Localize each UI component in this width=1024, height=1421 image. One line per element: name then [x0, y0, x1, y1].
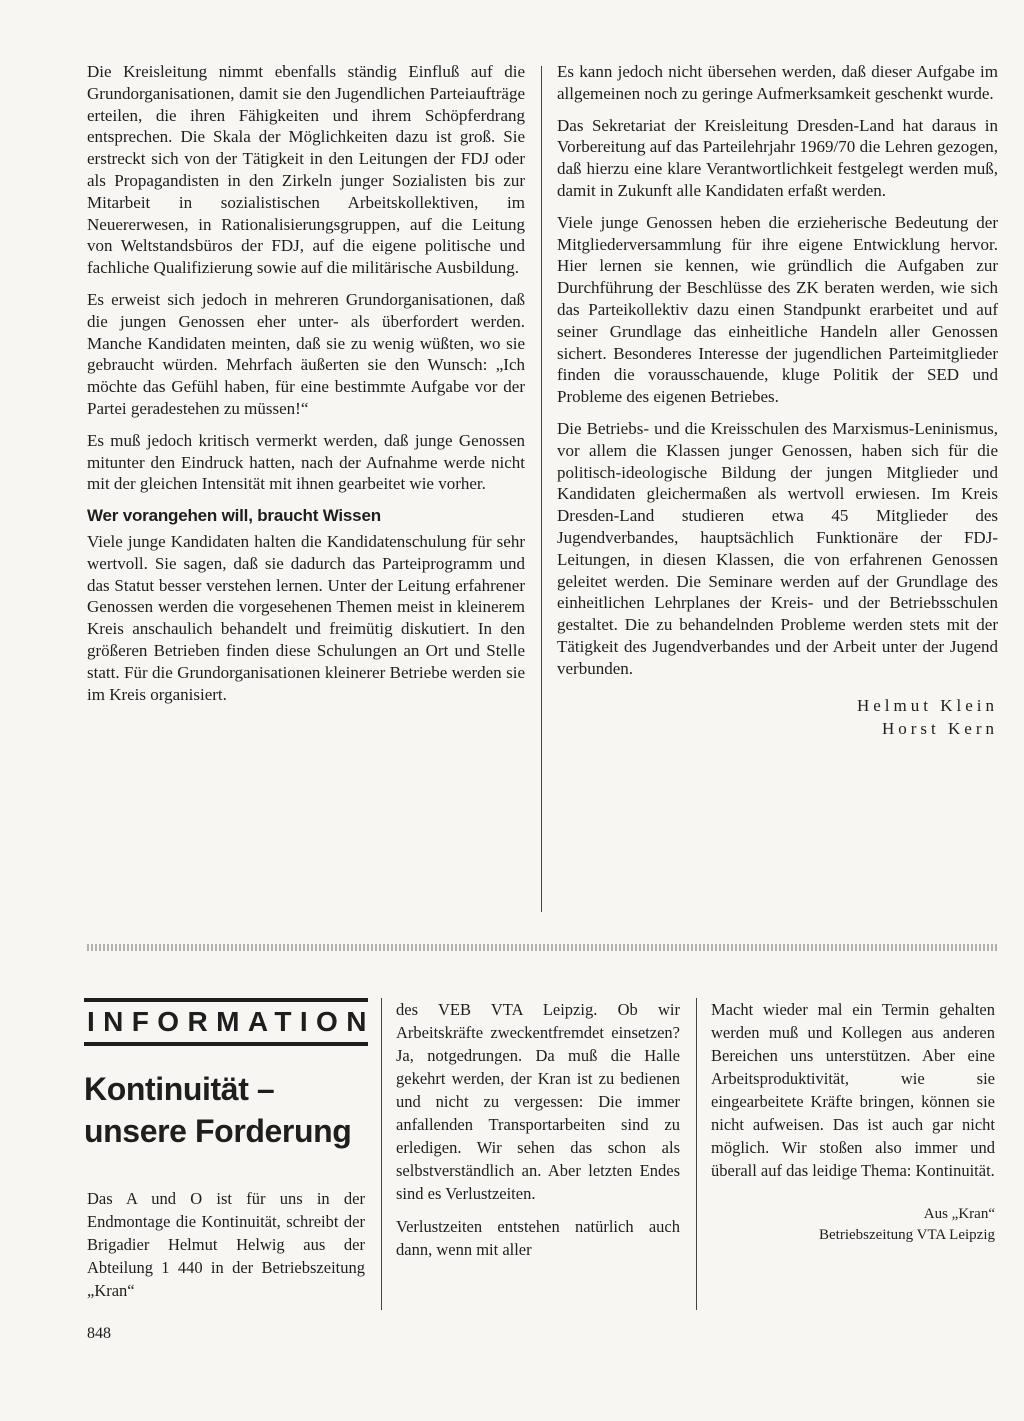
info-column-1: [87, 1187, 365, 1302]
info-column-2: [396, 998, 680, 1261]
headline-line: Kontinuität –: [84, 1071, 275, 1107]
paragraph: Das A und O ist für uns in der Endmontage die Kontinuität, schreibt der Brigadier Helmut Helwig aus der Abteilung 1 440 in der Betriebszeitung „Kran“: [87, 1189, 365, 1300]
headline-line: unsere Forderung: [84, 1113, 352, 1149]
source-line: Aus „Kran“: [923, 1206, 995, 1222]
paragraph: Die Betriebs- und die Kreisschulen des Marxismus-Leninismus, vor allem die Klassen junger Genossen, haben sich für die politisch-ideologische Bildung der jungen Mitglieder und Kandidaten gleichermaßen als wertvoll erwiesen. Im Kreis Dresden-Land studieren etwa 45 Mitglieder des Jugendverbandes, hauptsächlich Funktionäre der FDJ-Leitungen, in diesen Klassen, die von erfahrenen Genossen geleitet werden. Die Seminare werden auf der Grundlage des einheitlichen Lehrplanes der Kreis- und der Betriebsschulen gestaltet. Die zu behandelnden Probleme werden stets mit der Tätigkeit des Jugendverbandes und der Arbeit unter der Jugend verbunden.: [557, 418, 998, 678]
paragraph: Die Kreisleitung nimmt ebenfalls ständig Einfluß auf die Grundorganisationen, damit sie den Jugendlichen Parteiaufträge erteilen, die ihren Fähigkeiten und ihrem Schöpferdrang entsprechen. Die Skala der Möglichkeiten dazu ist groß. Sie erstreckt sich von der Tätigkeit in den Leitungen der FDJ oder als Propagandisten in den Zirkeln junger Sozialisten bis zur Mitarbeit in sozialistischen Arbeitskollektiven, im Neuererwesen, in Rationalisierungsgruppen, auf die Leitung von Weltstandsbüros der FDJ, auf die eigene politische und fachliche Qualifizierung sowie auf die militärische Ausbildung.: [87, 62, 525, 278]
paragraph: Macht wieder mal ein Termin gehalten werden muß und Kollegen aus anderen Bereichen uns unterstützen. Aber eine Arbeitsproduktivität, wie sie eingearbeitete Kräfte bringen, können sie nicht aufweisen. Das ist auch gar nicht möglich. Wir stoßen also immer und überall auf das leidige Thema: Kontinuität.: [711, 1000, 995, 1180]
paragraph: Das Sekretariat der Kreisleitung Dresden-Land hat daraus in Vorbereitung auf das Parteilehrjahr 1969/70 die Lehren gezogen, daß hierzu eine klare Verantwortlichkeit festgelegt werden muß, damit in Zukunft alle Kandidaten erfaßt werden.: [557, 115, 998, 200]
column-divider: [696, 998, 697, 1310]
paragraph: Es kann jedoch nicht übersehen werden, daß dieser Aufgabe im allgemeinen noch zu geringe Aufmerksamkeit geschenkt wurde.: [557, 62, 998, 103]
page-number: 848: [87, 1325, 111, 1342]
source-credit: [711, 1204, 995, 1246]
paragraph: Verlustzeiten entstehen natürlich auch dann, wenn mit aller: [396, 1217, 680, 1259]
section-subheading: Wer vorangehen will, braucht Wissen: [87, 506, 381, 526]
information-header: [84, 998, 375, 1152]
paragraph: Es erweist sich jedoch in mehreren Grundorganisationen, daß die jungen Genossen eher unter- als überfordert werden. Manche Kandidaten meinten, daß sie zu wenig wüßten, wo sie gebraucht würden. Mehrfach äußerten sie den Wunsch: „Ich möchte das Gefühl haben, für eine bestimmte Aufgabe vor der Partei geradestehen zu müssen!“: [87, 289, 525, 418]
paragraph: Es muß jedoch kritisch vermerkt werden, daß junge Genossen mitunter den Eindruck hatten, nach der Aufnahme werde nicht mit der gleichen Intensität mit ihnen gearbeitet wie vorher.: [87, 430, 525, 494]
article-column-left: [87, 61, 525, 705]
rule: [84, 1042, 368, 1046]
source-line: Betriebszeitung VTA Leipzig: [819, 1227, 995, 1243]
column-divider-top: [541, 66, 542, 912]
author-name: Horst Kern: [881, 718, 998, 738]
paragraph: Viele junge Kandidaten halten die Kandidatenschulung für sehr wertvoll. Sie sagen, daß sie dadurch das Parteiprogramm und das Statut besser verstehen lernen. Unter der Leitung erfahrener Genossen werden die vorgesehenen Themen meist in kleinerem Kreis anschaulich behandelt und freimütig diskutiert. In den größeren Betrieben finden diese Schulungen an Ort und Stelle statt. Für die Grundorganisationen kleinerer Betriebe werden sie im Kreis organisiert.: [87, 531, 525, 704]
headline: [84, 1068, 368, 1152]
author-signature: [557, 694, 998, 740]
column-divider: [381, 998, 382, 1310]
paragraph: Viele junge Genossen heben die erzieherische Bedeutung der Mitgliederversammlung für ihre eigene Entwicklung hervor. Hier lernen sie kennen, wie gründlich die Aufgaben zur Durchführung der Beschlüsse des ZK beraten werden, wie sich das Parteikollektiv dazu einen Standpunkt erarbeitet und auf seiner Grundlage das einheitliche Handeln aller Genossen sichert. Besonderes Interesse der jugendlichen Parteimitglieder finden die vorausschauende, kluge Politik der SED und Probleme des eigenen Betriebes.: [557, 212, 998, 407]
section-separator: [87, 944, 997, 951]
paragraph: des VEB VTA Leipzig. Ob wir Arbeitskräfte zweckentfremdet einsetzen? Ja, notgedrungen. Da muß die Halle gekehrt werden, der Kran ist zu bedienen und nicht zu vergessen: Die immer anfallenden Transportarbeiten sind zu erledigen. Wir sehen das schon als selbstverständlich an. Aber letzten Endes sind es Verlustzeiten.: [396, 1000, 680, 1203]
article-column-right: [557, 61, 998, 740]
information-label: INFORMATION: [87, 1006, 375, 1037]
author-name: Helmut Klein: [856, 695, 998, 715]
info-column-3: [711, 998, 995, 1246]
